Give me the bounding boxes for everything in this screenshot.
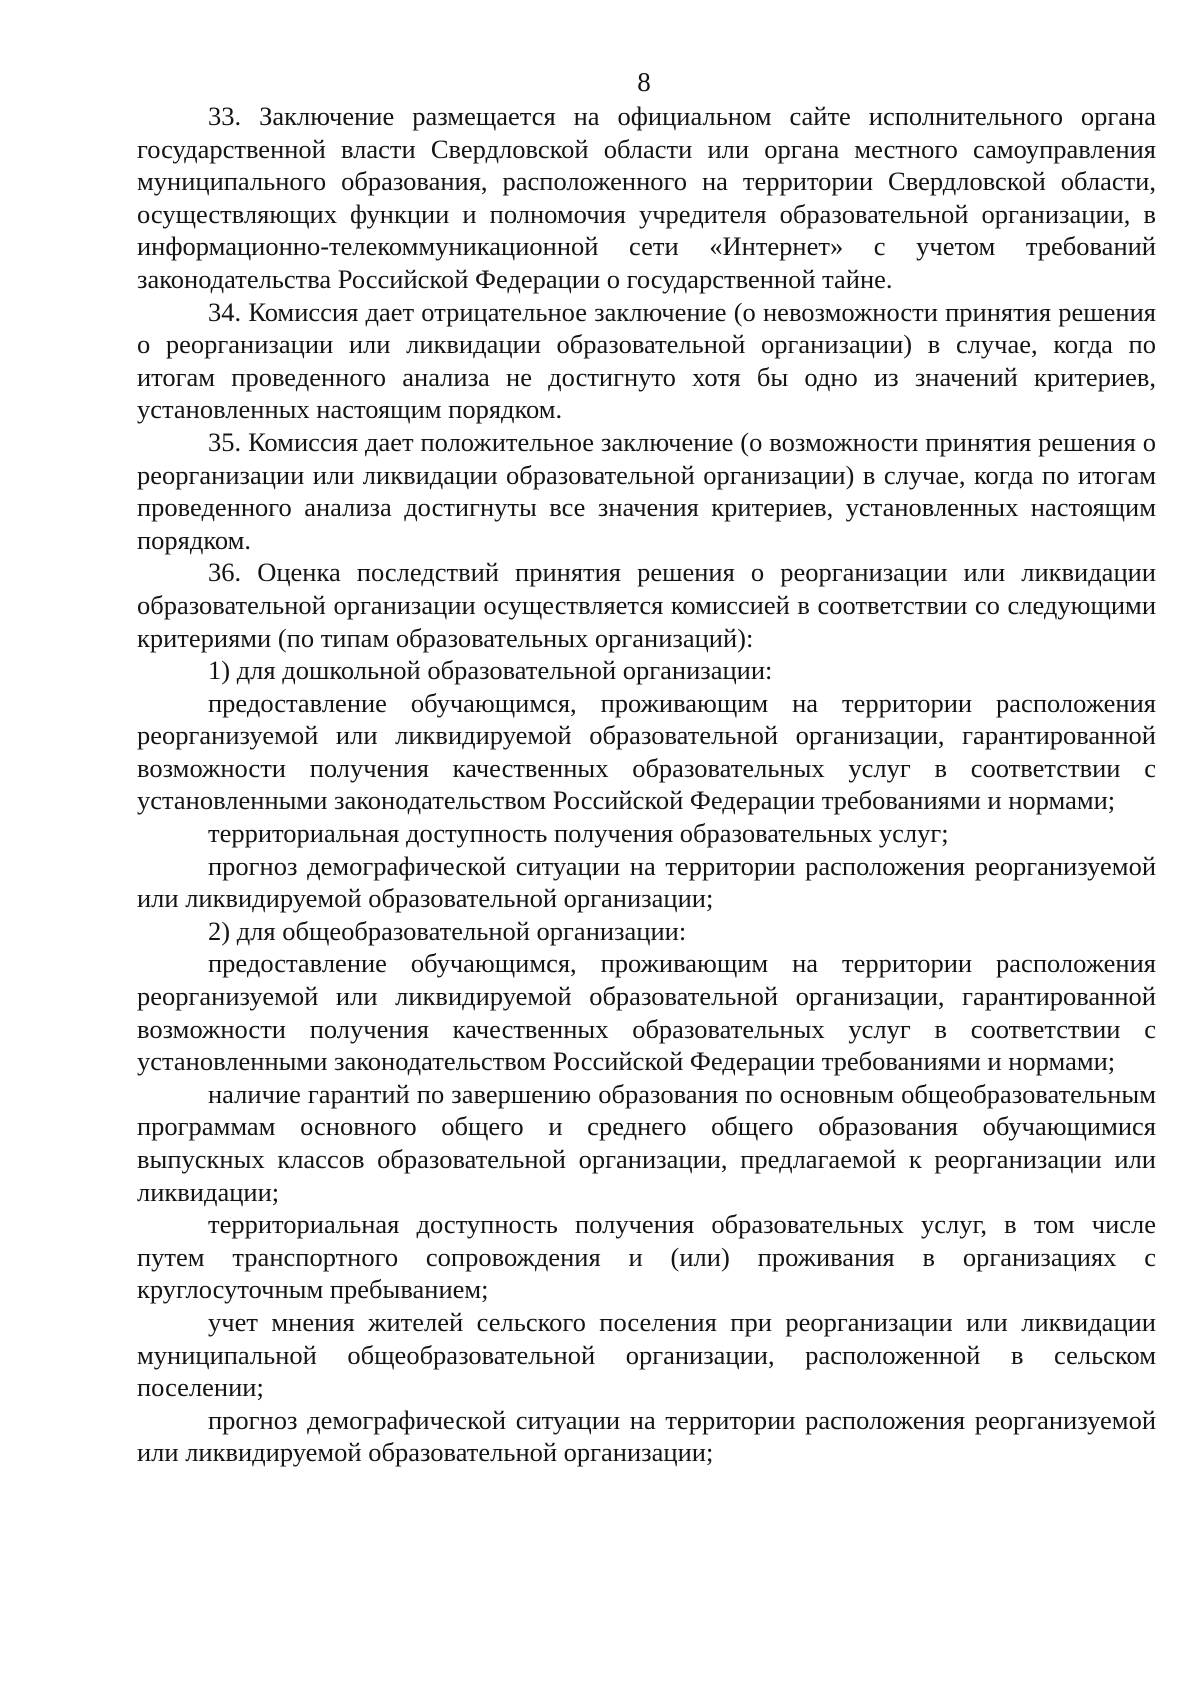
criterion-paragraph: предоставление обучающимся, проживающим на территории расположения реорганизуемой или ликвидируемой образовательной организации, гарантированной возможности получения качественных образовательных услуг в соответствии с установленными законодательством Российской Федерации требованиями и нормами; (137, 948, 1156, 1077)
document-body (137, 100, 1156, 1469)
criterion-paragraph: прогноз демографической ситуации на территории расположения реорганизуемой или ликвидируемой образовательной организации; (137, 1404, 1156, 1468)
list-item-general-education: 2) для общеобразовательной организации: (208, 915, 687, 946)
paragraph-36: 36. Оценка последствий принятия решения о реорганизации или ликвидации образовательной организации осуществляется комиссией в соответствии со следующими критериями (по типам образовательных организаций): (137, 557, 1156, 653)
paragraph-35: 35. Комиссия дает положительное заключение (о возможности принятия решения о реорганизации или ликвидации образовательной организации) в случае, когда по итогам проведенного анализа достигнуты все значения критериев, установленных настоящим порядком. (137, 426, 1156, 555)
paragraph-33: 33. Заключение размещается на официальном сайте исполнительного органа государственной власти Свердловской области или органа местного самоуправления муниципального образования, расположенного на территории Свердловской области, осуществляющих функции и полномочия учредителя образовательной организации, в информационно-телекоммуникационной сети «Интернет» с учетом требований законодательства Российской Федерации о государственной тайне. (137, 101, 1156, 294)
criterion-paragraph: территориальная доступность получения образовательных услуг, в том числе путем транспортного сопровождения и (или) проживания в организациях с круглосуточным пребыванием; (137, 1209, 1156, 1305)
page-number: 8 (637, 67, 651, 97)
criterion-paragraph: территориальная доступность получения образовательных услуг; (208, 818, 949, 849)
paragraph-34: 34. Комиссия дает отрицательное заключение (о невозможности принятия решения о реорганизации или ликвидации образовательной организации) в случае, когда по итогам проведенного анализа не достигнуто хотя бы одно из значений критериев, установленных настоящим порядком. (137, 296, 1156, 425)
criterion-paragraph: учет мнения жителей сельского поселения при реорганизации или ликвидации муниципальной общеобразовательной организации, расположенной в сельском поселении; (137, 1306, 1156, 1403)
list-item-preschool: 1) для дошкольной образовательной организации: (208, 655, 773, 686)
criterion-paragraph: прогноз демографической ситуации на территории расположения реорганизуемой или ликвидируемой образовательной организации; (137, 850, 1156, 914)
criterion-paragraph: наличие гарантий по завершению образования по основным общеобразовательным программам основного общего и среднего общего образования обучающимися выпускных классов образовательной организации, предлагаемой к реорганизации или ликвидации; (137, 1078, 1156, 1207)
criterion-paragraph: предоставление обучающимся, проживающим на территории расположения реорганизуемой или ликвидируемой образовательной организации, гарантированной возможности получения качественных образовательных услуг в соответствии с установленными законодательством Российской Федерации требованиями и нормами; (137, 687, 1156, 816)
